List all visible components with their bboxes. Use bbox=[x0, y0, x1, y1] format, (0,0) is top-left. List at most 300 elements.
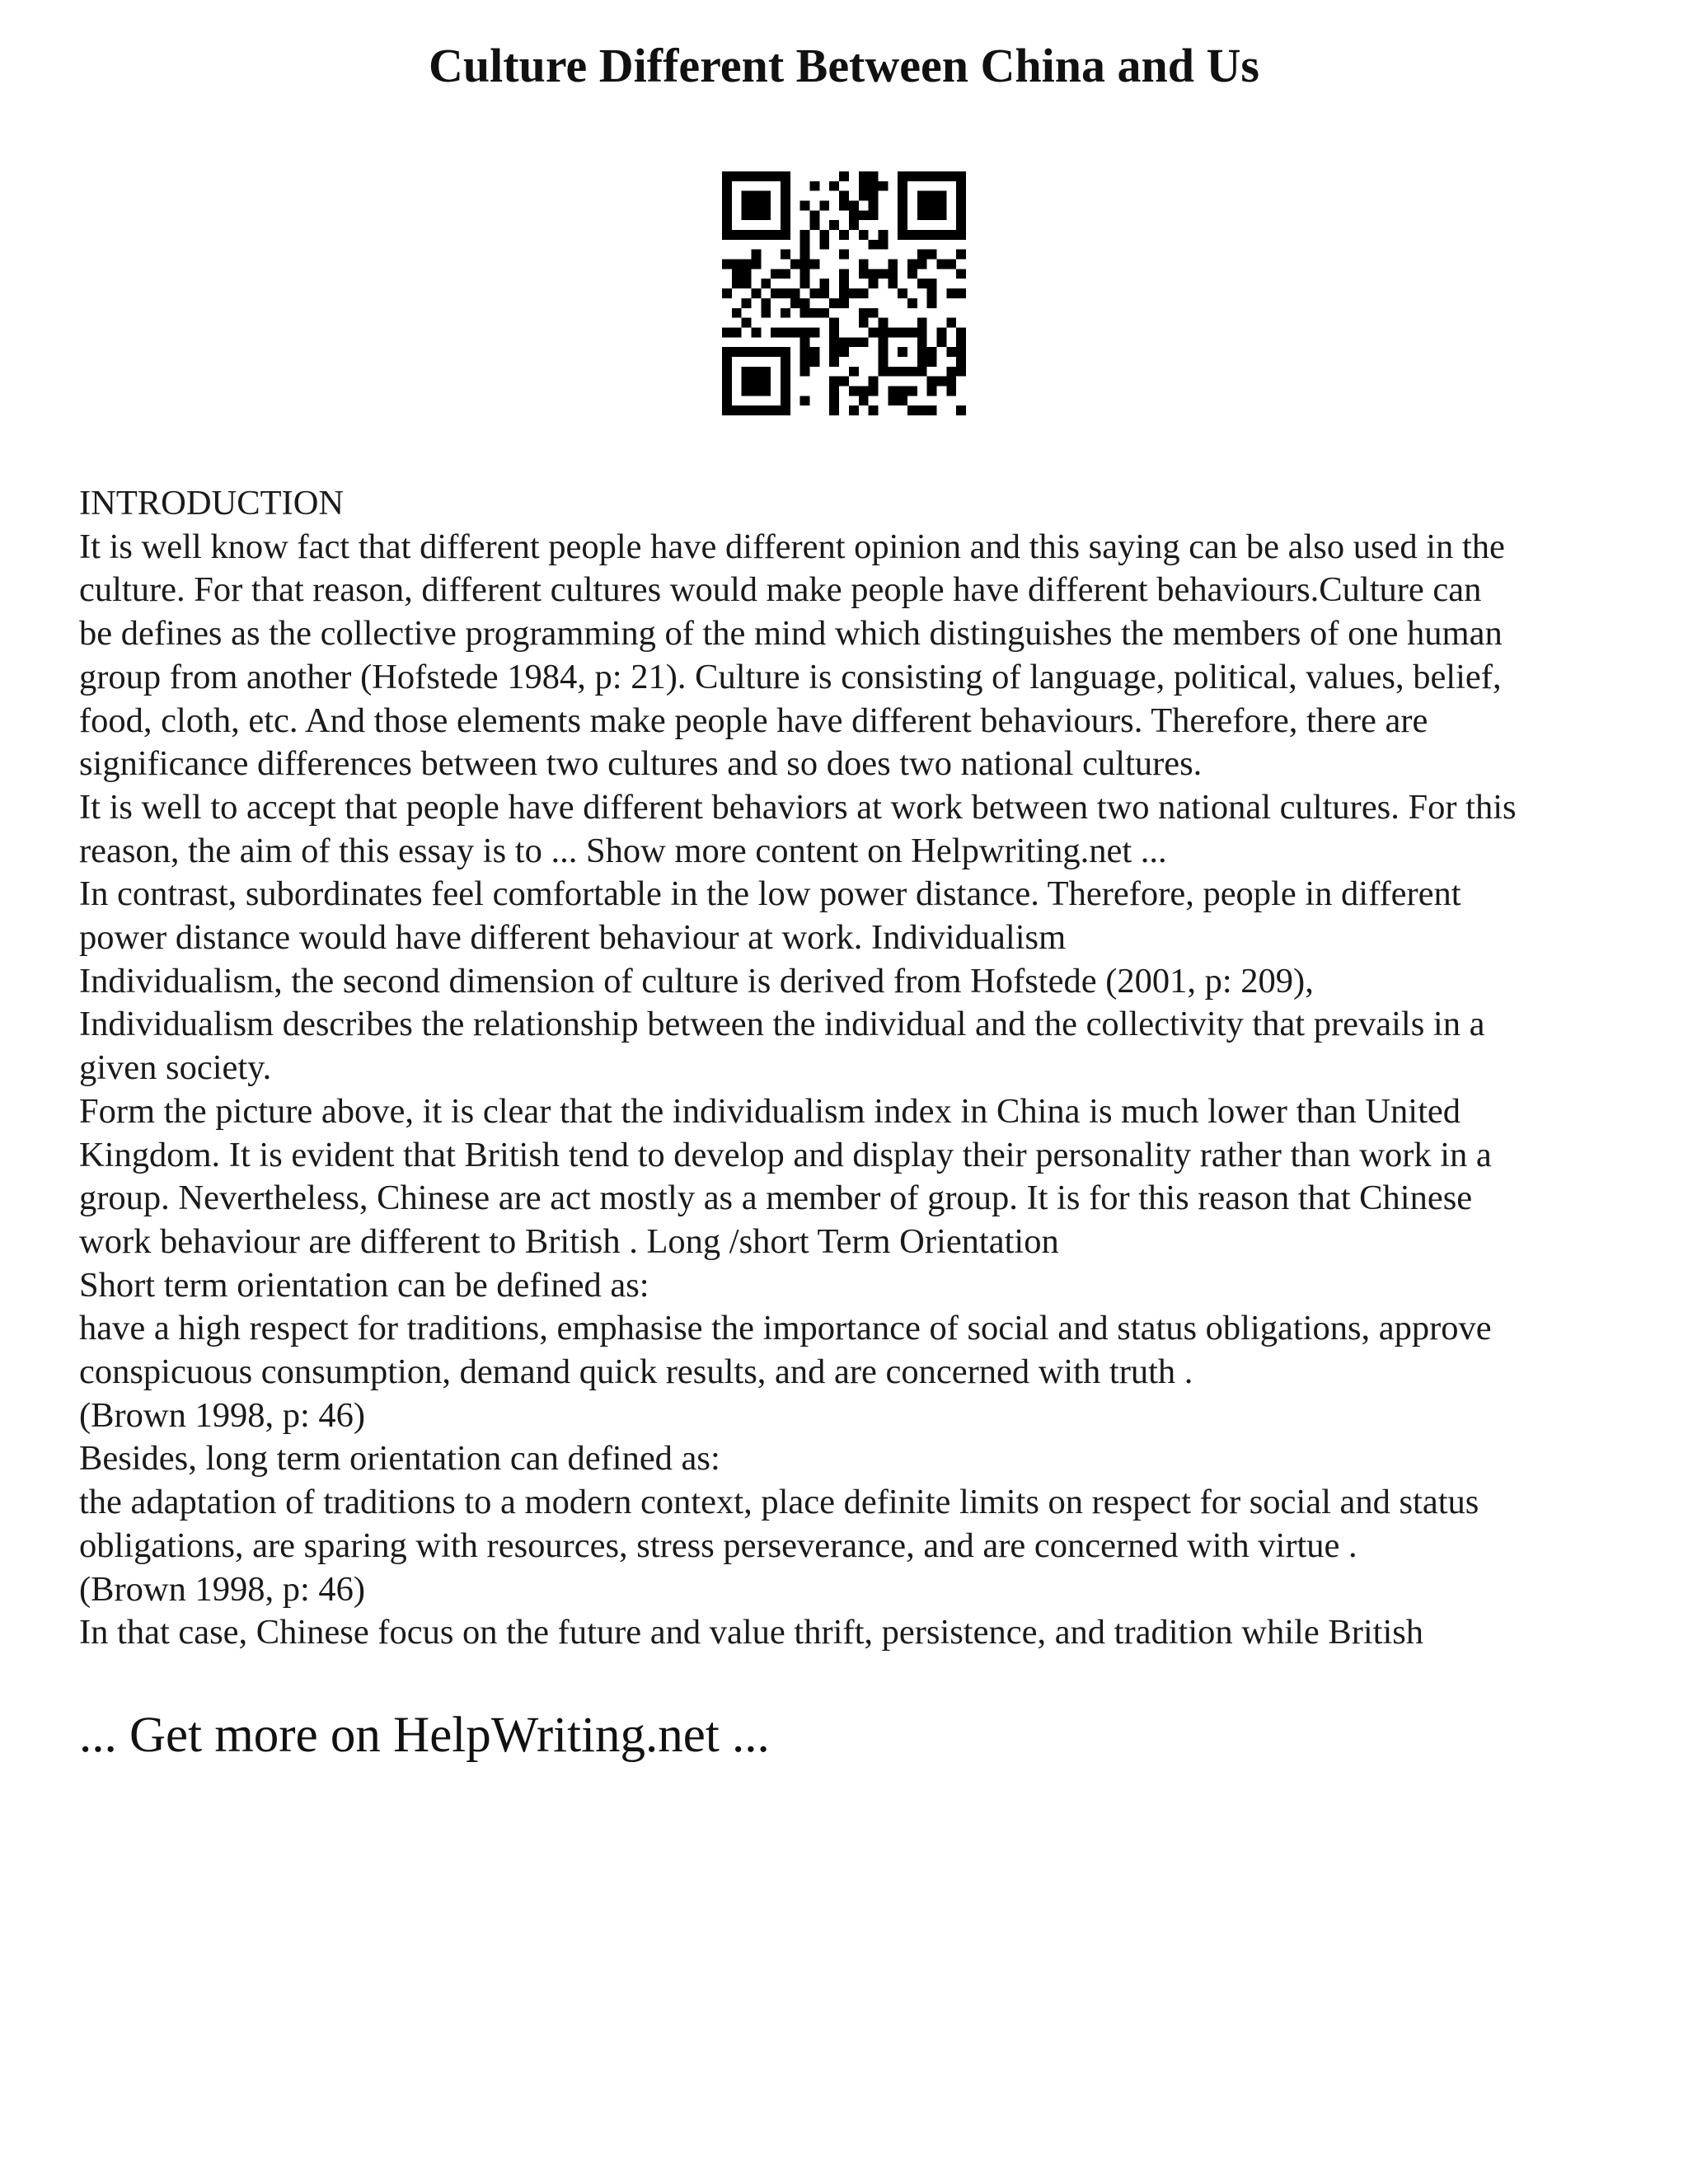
qr-module bbox=[956, 337, 966, 347]
qr-module bbox=[898, 396, 907, 405]
qr-module bbox=[732, 230, 742, 240]
qr-module bbox=[956, 288, 966, 298]
qr-module bbox=[907, 171, 917, 181]
qr-module bbox=[761, 386, 771, 396]
qr-module bbox=[722, 405, 732, 415]
qr-module bbox=[752, 171, 762, 181]
qr-module bbox=[907, 260, 917, 269]
qr-module bbox=[859, 191, 869, 201]
qr-module bbox=[946, 260, 956, 269]
qr-module bbox=[849, 405, 859, 415]
qr-module bbox=[752, 327, 762, 337]
qr-module bbox=[956, 191, 966, 201]
qr-module bbox=[752, 377, 762, 387]
qr-module bbox=[839, 279, 849, 288]
qr-module bbox=[849, 288, 859, 298]
qr-module bbox=[907, 269, 917, 279]
qr-module bbox=[722, 171, 732, 181]
qr-module bbox=[839, 191, 849, 201]
qr-module bbox=[810, 220, 820, 230]
qr-module bbox=[829, 386, 839, 396]
qr-module bbox=[810, 327, 820, 337]
text-line: given society. bbox=[79, 1048, 272, 1088]
qr-module bbox=[829, 357, 839, 367]
qr-module bbox=[722, 377, 732, 387]
qr-module bbox=[849, 201, 859, 211]
qr-module bbox=[898, 386, 907, 396]
qr-module bbox=[800, 279, 810, 288]
qr-module bbox=[917, 230, 927, 240]
qr-module bbox=[936, 260, 946, 269]
qr-module bbox=[888, 327, 898, 337]
qr-module bbox=[771, 347, 781, 357]
qr-module bbox=[790, 298, 800, 308]
qr-module bbox=[800, 357, 810, 367]
qr-module bbox=[956, 250, 966, 260]
qr-module bbox=[956, 201, 966, 211]
qr-module bbox=[742, 367, 752, 377]
qr-module bbox=[898, 367, 907, 377]
qr-module bbox=[956, 220, 966, 230]
qr-module bbox=[936, 171, 946, 181]
qr-module bbox=[839, 337, 849, 347]
qr-module bbox=[898, 171, 907, 181]
qr-module bbox=[761, 201, 771, 211]
qr-module bbox=[898, 347, 907, 357]
qr-module bbox=[819, 308, 829, 318]
qr-module bbox=[878, 318, 888, 328]
qr-module bbox=[781, 327, 790, 337]
qr-module bbox=[771, 288, 781, 298]
qr-module bbox=[771, 171, 781, 181]
qr-module bbox=[800, 308, 810, 318]
qr-module bbox=[917, 357, 927, 367]
qr-code-icon bbox=[722, 171, 966, 415]
qr-module bbox=[956, 181, 966, 191]
text-line: culture. For that reason, different cultures would make people have different behaviours.Culture can bbox=[79, 570, 1482, 610]
qr-module bbox=[732, 405, 742, 415]
qr-module bbox=[810, 181, 820, 191]
qr-module bbox=[790, 260, 800, 269]
qr-module bbox=[761, 210, 771, 220]
qr-module bbox=[800, 327, 810, 337]
qr-module bbox=[722, 396, 732, 405]
qr-module bbox=[771, 327, 781, 337]
qr-module bbox=[927, 201, 937, 211]
qr-module bbox=[829, 181, 839, 191]
qr-module bbox=[869, 201, 879, 211]
qr-module bbox=[869, 377, 879, 387]
qr-module bbox=[888, 386, 898, 396]
text-line: Form the picture above, it is clear that the individualism index in China is much lower than United bbox=[79, 1091, 1461, 1131]
qr-module bbox=[761, 405, 771, 415]
qr-module bbox=[761, 171, 771, 181]
qr-module bbox=[781, 210, 790, 220]
qr-module bbox=[790, 288, 800, 298]
qr-module bbox=[800, 260, 810, 269]
qr-module bbox=[859, 260, 869, 269]
qr-module bbox=[742, 230, 752, 240]
qr-module bbox=[752, 191, 762, 201]
qr-module bbox=[781, 181, 790, 191]
qr-module bbox=[878, 240, 888, 250]
qr-module bbox=[819, 288, 829, 298]
text-line: obligations, are sparing with resources, stress perseverance, and are concerned with virtue . bbox=[79, 1526, 1357, 1565]
qr-module bbox=[781, 347, 790, 357]
qr-module bbox=[781, 405, 790, 415]
qr-module bbox=[936, 210, 946, 220]
qr-module bbox=[732, 279, 742, 288]
qr-module bbox=[761, 279, 771, 288]
text-line: group. Nevertheless, Chinese are act mostly as a member of group. It is for this reason that Chinese bbox=[79, 1179, 1473, 1218]
text-line: Individualism, the second dimension of culture is derived from Hofstede (2001, p: 209), bbox=[79, 961, 1314, 1001]
qr-module bbox=[917, 327, 927, 337]
qr-module bbox=[898, 210, 907, 220]
qr-module bbox=[956, 347, 966, 357]
qr-module bbox=[722, 327, 732, 337]
qr-module bbox=[839, 269, 849, 279]
qr-module bbox=[888, 269, 898, 279]
text-line: the adaptation of traditions to a modern context, place definite limits on respect for social and status bbox=[79, 1483, 1479, 1522]
qr-module bbox=[829, 298, 839, 308]
qr-module bbox=[800, 396, 810, 405]
qr-module bbox=[742, 405, 752, 415]
qr-module bbox=[849, 367, 859, 377]
qr-module bbox=[917, 337, 927, 347]
qr-module bbox=[907, 230, 917, 240]
qr-module bbox=[907, 386, 917, 396]
qr-module bbox=[781, 201, 790, 211]
qr-module bbox=[956, 230, 966, 240]
text-line: In contrast, subordinates feel comfortable in the low power distance. Therefore, people in different bbox=[79, 874, 1461, 914]
qr-module bbox=[800, 201, 810, 211]
citation: (Brown 1998, p: 46) bbox=[79, 1395, 366, 1435]
text-line: have a high respect for traditions, emphasise the importance of social and status obligations, approve bbox=[79, 1309, 1492, 1348]
qr-module bbox=[722, 230, 732, 240]
page-title: Culture Different Between China and Us bbox=[428, 39, 1259, 92]
qr-module bbox=[742, 269, 752, 279]
qr-module bbox=[869, 279, 879, 288]
qr-module bbox=[722, 210, 732, 220]
qr-module bbox=[907, 405, 917, 415]
qr-module bbox=[956, 367, 966, 377]
qr-module bbox=[781, 367, 790, 377]
qr-module bbox=[761, 191, 771, 201]
qr-module bbox=[898, 220, 907, 230]
text-line: Short term orientation can be defined as: bbox=[79, 1265, 649, 1305]
qr-module bbox=[742, 298, 752, 308]
qr-module bbox=[800, 250, 810, 260]
qr-module bbox=[927, 171, 937, 181]
qr-module bbox=[849, 220, 859, 230]
qr-module bbox=[927, 250, 937, 260]
qr-module bbox=[936, 377, 946, 387]
qr-module bbox=[761, 308, 771, 318]
qr-module bbox=[936, 191, 946, 201]
qr-module bbox=[839, 230, 849, 240]
qr-module bbox=[781, 396, 790, 405]
qr-module bbox=[722, 201, 732, 211]
qr-module bbox=[732, 171, 742, 181]
qr-module bbox=[781, 288, 790, 298]
qr-module bbox=[917, 210, 927, 220]
text-line: be defines as the collective programming of the mind which distinguishes the members of one human bbox=[79, 614, 1503, 654]
qr-module bbox=[927, 405, 937, 415]
qr-module bbox=[917, 367, 927, 377]
qr-module bbox=[722, 181, 732, 191]
qr-module bbox=[752, 230, 762, 240]
qr-module bbox=[888, 260, 898, 269]
qr-module bbox=[888, 279, 898, 288]
qr-module bbox=[956, 405, 966, 415]
qr-module bbox=[781, 191, 790, 201]
qr-module bbox=[829, 396, 839, 405]
qr-module bbox=[888, 367, 898, 377]
qr-module bbox=[907, 327, 917, 337]
qr-module bbox=[917, 191, 927, 201]
qr-module bbox=[752, 386, 762, 396]
qr-module bbox=[839, 250, 849, 260]
qr-module bbox=[810, 260, 820, 269]
qr-module bbox=[869, 269, 879, 279]
qr-module bbox=[800, 367, 810, 377]
qr-module bbox=[732, 347, 742, 357]
qr-module bbox=[761, 347, 771, 357]
qr-module bbox=[722, 347, 732, 357]
qr-module bbox=[742, 191, 752, 201]
qr-module bbox=[849, 386, 859, 396]
text-line: It is well to accept that people have different behaviors at work between two national cultures. For this bbox=[79, 787, 1517, 827]
qr-module bbox=[936, 337, 946, 347]
qr-module bbox=[946, 318, 956, 328]
qr-module bbox=[859, 396, 869, 405]
qr-module bbox=[956, 210, 966, 220]
qr-module bbox=[927, 386, 937, 396]
qr-module bbox=[917, 260, 927, 269]
qr-module bbox=[849, 210, 859, 220]
qr-module bbox=[839, 201, 849, 211]
qr-module bbox=[742, 279, 752, 288]
qr-module bbox=[722, 357, 732, 367]
qr-module bbox=[800, 298, 810, 308]
qr-module bbox=[927, 357, 937, 367]
qr-module bbox=[839, 171, 849, 181]
qr-module bbox=[752, 367, 762, 377]
qr-module bbox=[752, 288, 762, 298]
qr-module bbox=[878, 181, 888, 191]
qr-module bbox=[927, 230, 937, 240]
qr-module bbox=[810, 357, 820, 367]
qr-module bbox=[819, 240, 829, 250]
qr-module bbox=[869, 191, 879, 201]
qr-module bbox=[742, 377, 752, 387]
qr-module bbox=[946, 386, 956, 396]
qr-module bbox=[781, 269, 790, 279]
qr-module bbox=[771, 405, 781, 415]
qr-module bbox=[917, 347, 927, 357]
qr-module bbox=[869, 308, 879, 318]
qr-module bbox=[722, 288, 732, 298]
qr-module bbox=[742, 386, 752, 396]
qr-module bbox=[800, 269, 810, 279]
qr-module bbox=[859, 210, 869, 220]
qr-module bbox=[946, 367, 956, 377]
qr-module bbox=[878, 327, 888, 337]
qr-module bbox=[878, 347, 888, 357]
qr-module bbox=[917, 405, 927, 415]
qr-module bbox=[742, 201, 752, 211]
qr-module bbox=[946, 377, 956, 387]
qr-module bbox=[839, 298, 849, 308]
qr-module bbox=[839, 377, 849, 387]
qr-module bbox=[869, 327, 879, 337]
qr-module bbox=[849, 337, 859, 347]
qr-module bbox=[781, 377, 790, 387]
qr-module bbox=[742, 347, 752, 357]
qr-module bbox=[781, 357, 790, 367]
qr-module bbox=[936, 230, 946, 240]
qr-module bbox=[878, 230, 888, 240]
text-line: group from another (Hofstede 1984, p: 21). Culture is consisting of language, political, values, belief, bbox=[79, 657, 1502, 696]
qr-module bbox=[927, 347, 937, 357]
qr-module bbox=[732, 308, 742, 318]
qr-module bbox=[732, 327, 742, 337]
qr-module bbox=[898, 201, 907, 211]
qr-module bbox=[927, 298, 937, 308]
qr-module bbox=[839, 288, 849, 298]
text-line: Individualism describes the relationship between the individual and the collectivity that prevails in a bbox=[79, 1005, 1485, 1044]
qr-module bbox=[742, 318, 752, 328]
qr-module bbox=[917, 250, 927, 260]
qr-module bbox=[761, 377, 771, 387]
qr-module bbox=[956, 327, 966, 337]
qr-module bbox=[917, 171, 927, 181]
text-line: work behaviour are different to British . Long /short Term Orientation bbox=[79, 1221, 1059, 1261]
qr-module bbox=[898, 230, 907, 240]
qr-module bbox=[946, 230, 956, 240]
qr-module bbox=[781, 386, 790, 396]
qr-module bbox=[829, 327, 839, 337]
qr-module bbox=[898, 327, 907, 337]
qr-module bbox=[859, 337, 869, 347]
qr-module bbox=[800, 347, 810, 357]
qr-module bbox=[859, 308, 869, 318]
text-line: Kingdom. It is evident that British tend to develop and display their personality rather than work in a bbox=[79, 1135, 1492, 1174]
text-line: Besides, long term orientation can defined as: bbox=[79, 1439, 720, 1479]
qr-module bbox=[859, 386, 869, 396]
qr-module bbox=[771, 230, 781, 240]
qr-module bbox=[810, 347, 820, 357]
qr-module bbox=[869, 240, 879, 250]
qr-module bbox=[742, 171, 752, 181]
qr-module bbox=[752, 260, 762, 269]
qr-module bbox=[956, 357, 966, 367]
qr-module bbox=[869, 181, 879, 191]
qr-module bbox=[781, 250, 790, 260]
qr-module bbox=[936, 201, 946, 211]
qr-module bbox=[907, 367, 917, 377]
qr-module bbox=[927, 288, 937, 298]
qr-module bbox=[956, 171, 966, 181]
qr-module bbox=[752, 210, 762, 220]
section-heading-introduction: INTRODUCTION bbox=[79, 484, 345, 523]
qr-module bbox=[722, 191, 732, 201]
qr-module bbox=[859, 171, 869, 181]
qr-module bbox=[810, 210, 820, 220]
qr-module bbox=[917, 279, 927, 288]
citation: (Brown 1998, p: 46) bbox=[79, 1569, 366, 1609]
qr-module bbox=[917, 318, 927, 328]
qr-module bbox=[859, 288, 869, 298]
qr-module bbox=[829, 220, 839, 230]
qr-module bbox=[829, 405, 839, 415]
qr-module bbox=[790, 327, 800, 337]
text-line-show-more: reason, the aim of this essay is to ... Show more content on Helpwriting.net ... bbox=[79, 831, 1167, 870]
qr-module bbox=[859, 230, 869, 240]
qr-module bbox=[878, 367, 888, 377]
qr-module bbox=[869, 210, 879, 220]
qr-module bbox=[732, 269, 742, 279]
qr-module bbox=[800, 240, 810, 250]
qr-module bbox=[761, 230, 771, 240]
qr-module bbox=[869, 386, 879, 396]
qr-module bbox=[829, 347, 839, 357]
get-more-link[interactable]: ... Get more on HelpWriting.net ... bbox=[79, 1708, 770, 1763]
qr-module bbox=[888, 396, 898, 405]
text-line: It is well know fact that different people have different opinion and this saying can be also used in the bbox=[79, 527, 1505, 566]
qr-module bbox=[722, 367, 732, 377]
qr-module bbox=[946, 288, 956, 298]
qr-module bbox=[810, 288, 820, 298]
qr-module bbox=[869, 171, 879, 181]
qr-module bbox=[742, 260, 752, 269]
qr-module bbox=[771, 269, 781, 279]
qr-module bbox=[898, 191, 907, 201]
qr-module bbox=[898, 288, 907, 298]
qr-module bbox=[927, 377, 937, 387]
qr-module bbox=[752, 201, 762, 211]
qr-module bbox=[927, 210, 937, 220]
qr-module bbox=[722, 260, 732, 269]
qr-module bbox=[859, 318, 869, 328]
qr-module bbox=[781, 220, 790, 230]
qr-module bbox=[761, 298, 771, 308]
qr-module bbox=[859, 269, 869, 279]
document-body bbox=[79, 482, 1629, 1655]
qr-module bbox=[907, 298, 917, 308]
qr-module bbox=[752, 405, 762, 415]
qr-module bbox=[781, 171, 790, 181]
qr-module bbox=[752, 347, 762, 357]
text-line: conspicuous consumption, demand quick results, and are concerned with truth . bbox=[79, 1352, 1193, 1392]
qr-module bbox=[869, 405, 879, 415]
text-line: In that case, Chinese focus on the future and value thrift, persistence, and tradition while British bbox=[79, 1613, 1424, 1652]
qr-module bbox=[800, 337, 810, 347]
qr-module bbox=[898, 181, 907, 191]
qr-module bbox=[936, 327, 946, 337]
qr-module bbox=[810, 308, 820, 318]
qr-module bbox=[829, 377, 839, 387]
qr-module bbox=[732, 260, 742, 269]
qr-module bbox=[742, 210, 752, 220]
qr-module bbox=[878, 269, 888, 279]
qr-module bbox=[859, 181, 869, 191]
qr-module bbox=[819, 201, 829, 211]
text-line: significance differences between two cultures and so does two national cultures. bbox=[79, 744, 1203, 784]
qr-module bbox=[878, 337, 888, 347]
qr-module bbox=[800, 230, 810, 240]
qr-module bbox=[927, 279, 937, 288]
